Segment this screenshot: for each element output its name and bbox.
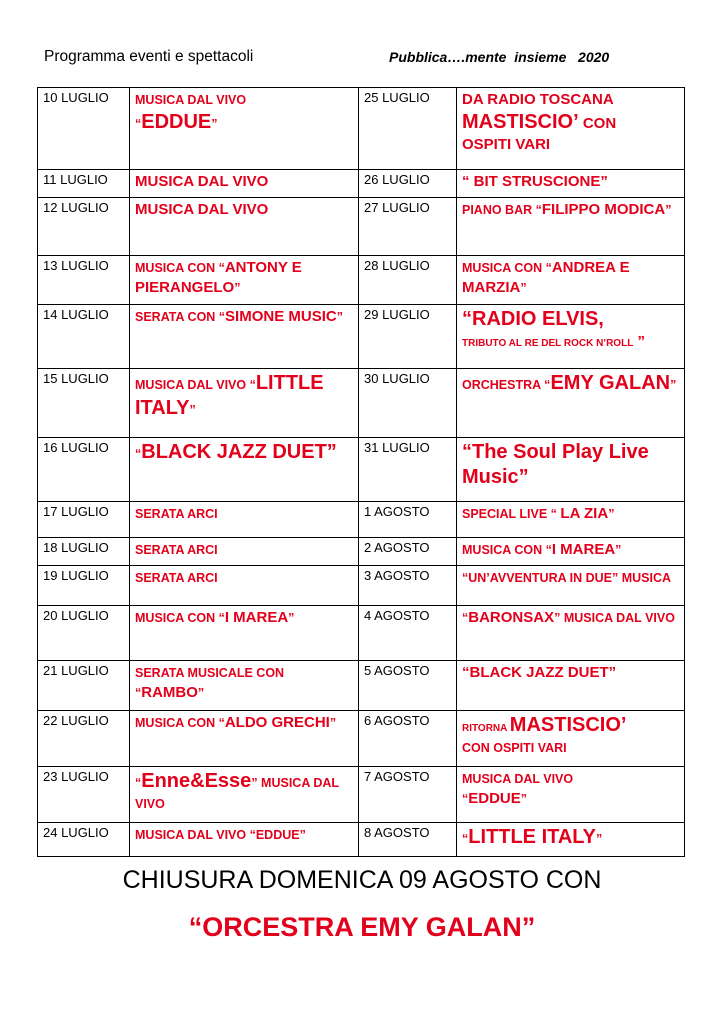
table-row [38, 566, 685, 606]
date-cell: 2 AGOSTO [359, 538, 457, 566]
date-cell: 24 LUGLIO [38, 823, 130, 857]
event-cell: “The Soul Play Live Music” [457, 438, 685, 502]
date-cell: 18 LUGLIO [38, 538, 130, 566]
table-row [38, 170, 685, 198]
event-cell: PIANO BAR “FILIPPO MODICA” [457, 198, 685, 256]
date-cell: 29 LUGLIO [359, 305, 457, 369]
date-cell: 3 AGOSTO [359, 566, 457, 606]
table-row [38, 369, 685, 438]
event-cell: MUSICA CON “ANDREA E MARZIA” [457, 256, 685, 305]
table-row [38, 256, 685, 305]
event-cell: “BARONSAX” MUSICA DAL VIVO [457, 606, 685, 661]
date-cell: 25 LUGLIO [359, 88, 457, 170]
date-cell: 27 LUGLIO [359, 198, 457, 256]
table-row [38, 711, 685, 767]
date-cell: 26 LUGLIO [359, 170, 457, 198]
event-cell: SERATA ARCI [130, 566, 359, 606]
event-cell: “BLACK JAZZ DUET” [130, 438, 359, 502]
date-cell: 6 AGOSTO [359, 711, 457, 767]
event-cell: RITORNA MASTISCIO’ CON OSPITI VARI [457, 711, 685, 767]
event-cell: MUSICA CON “I MAREA” [130, 606, 359, 661]
table-row [38, 538, 685, 566]
event-cell: “ BIT STRUSCIONE” [457, 170, 685, 198]
event-cell: MUSICA DAL VIVO “EDDUE” [130, 823, 359, 857]
event-cell: MUSICA DAL VIVO “LITTLE ITALY” [130, 369, 359, 438]
date-cell: 11 LUGLIO [38, 170, 130, 198]
date-cell: 28 LUGLIO [359, 256, 457, 305]
date-cell: 8 AGOSTO [359, 823, 457, 857]
event-cell: SERATA ARCI [130, 502, 359, 538]
date-cell: 1 AGOSTO [359, 502, 457, 538]
event-cell: “UN’AVVENTURA IN DUE” MUSICA [457, 566, 685, 606]
event-cell: MUSICA DAL VIVO [130, 170, 359, 198]
date-cell: 20 LUGLIO [38, 606, 130, 661]
event-cell: SPECIAL LIVE “ LA ZIA” [457, 502, 685, 538]
table-row [38, 661, 685, 711]
event-cell: “BLACK JAZZ DUET” [457, 661, 685, 711]
event-cell: ORCHESTRA “EMY GALAN” [457, 369, 685, 438]
table-row [38, 767, 685, 823]
date-cell: 7 AGOSTO [359, 767, 457, 823]
date-cell: 4 AGOSTO [359, 606, 457, 661]
event-cell: SERATA CON “SIMONE MUSIC” [130, 305, 359, 369]
table-row [38, 305, 685, 369]
date-cell: 17 LUGLIO [38, 502, 130, 538]
date-cell: 22 LUGLIO [38, 711, 130, 767]
closing-announcement: CHIUSURA DOMENICA 09 AGOSTO CON [122, 866, 602, 894]
date-cell: 16 LUGLIO [38, 438, 130, 502]
date-cell: 10 LUGLIO [38, 88, 130, 170]
document-title: Programma eventi e spettacoli [44, 48, 254, 65]
table-row [38, 502, 685, 538]
date-cell: 21 LUGLIO [38, 661, 130, 711]
event-cell: “RADIO ELVIS, TRIBUTO AL RE DEL ROCK N’ROLL ” [457, 305, 685, 369]
event-cell: SERATA MUSICALE CON “RAMBO” [130, 661, 359, 711]
event-cell: MUSICA CON “ALDO GRECHI” [130, 711, 359, 767]
event-cell: MUSICA CON “I MAREA” [457, 538, 685, 566]
date-cell: 14 LUGLIO [38, 305, 130, 369]
table-row [38, 438, 685, 502]
table-row [38, 606, 685, 661]
date-cell: 23 LUGLIO [38, 767, 130, 823]
date-cell: 31 LUGLIO [359, 438, 457, 502]
event-cell: SERATA ARCI [130, 538, 359, 566]
date-cell: 19 LUGLIO [38, 566, 130, 606]
date-cell: 30 LUGLIO [359, 369, 457, 438]
date-cell: 5 AGOSTO [359, 661, 457, 711]
event-cell: MUSICA CON “ANTONY E PIERANGELO” [130, 256, 359, 305]
event-cell: “LITTLE ITALY” [457, 823, 685, 857]
event-cell: MUSICA DAL VIVO “EDDUE” [457, 767, 685, 823]
event-cell: DA RADIO TOSCANA MASTISCIO’ CON OSPITI VARI [457, 88, 685, 170]
date-cell: 13 LUGLIO [38, 256, 130, 305]
date-cell: 15 LUGLIO [38, 369, 130, 438]
event-cell: “Enne&Esse” MUSICA DAL VIVO [130, 767, 359, 823]
document-subtitle: Pubblica….mente insieme 2020 [389, 49, 610, 65]
date-cell: 12 LUGLIO [38, 198, 130, 256]
event-cell: MUSICA DAL VIVO [130, 198, 359, 256]
schedule-table [37, 87, 685, 857]
event-cell: MUSICA DAL VIVO “EDDUE” [130, 88, 359, 170]
table-row [38, 198, 685, 256]
closing-headliner: “ORCESTRA EMY GALAN” [188, 912, 536, 942]
table-row [38, 88, 685, 170]
table-row [38, 823, 685, 857]
